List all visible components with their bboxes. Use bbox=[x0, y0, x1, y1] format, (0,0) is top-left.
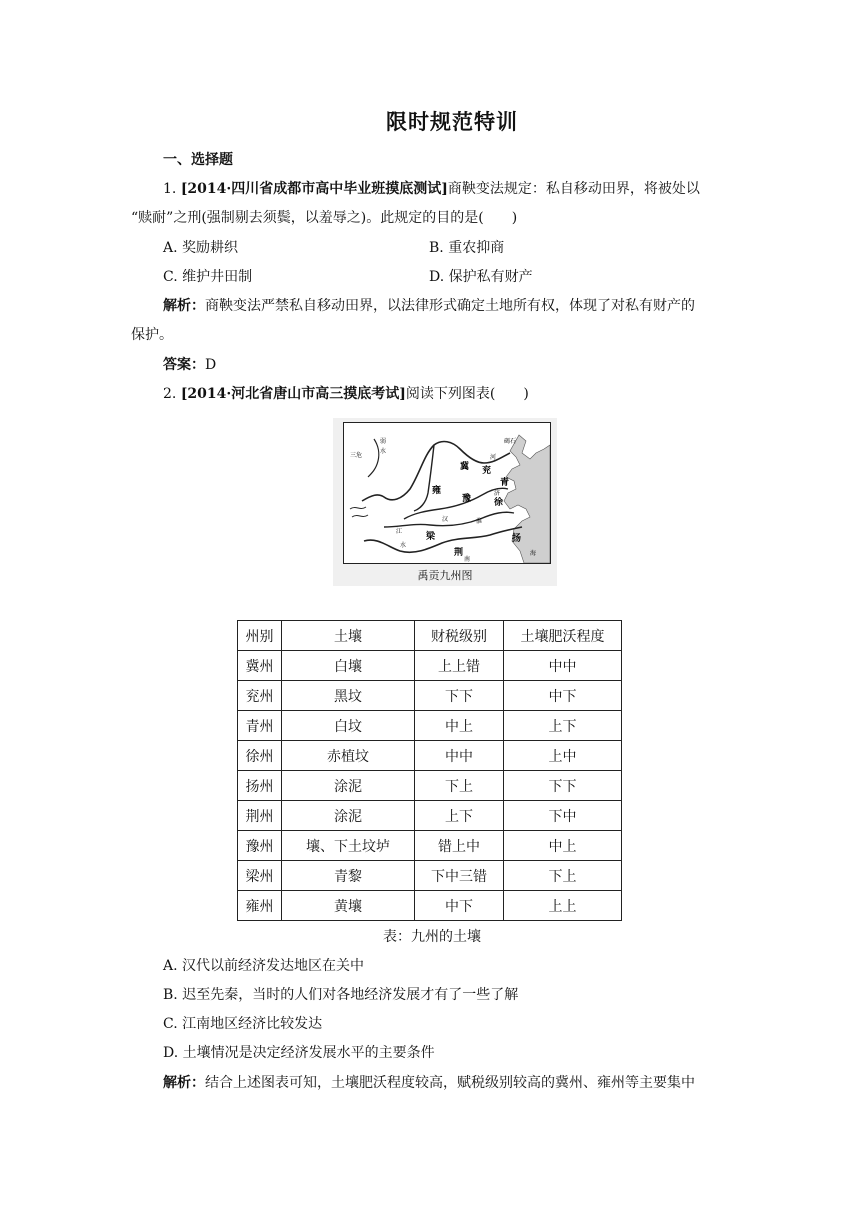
question-number: 2. bbox=[163, 386, 177, 402]
q1-option-c: C. 维护井田制 bbox=[163, 269, 253, 285]
table-cell: 中上 bbox=[415, 711, 504, 741]
label-he: 河 bbox=[490, 454, 497, 461]
river-ruoshui bbox=[368, 439, 379, 477]
q2-option-c: C. 江南地区经济比较发达 bbox=[163, 1016, 323, 1032]
label-jing-zhou: 荆 bbox=[454, 548, 464, 558]
table-cell: 中中 bbox=[504, 651, 622, 681]
table-row bbox=[238, 861, 622, 891]
table-cell: 赤植坟 bbox=[282, 741, 415, 771]
analysis-label: 解析： bbox=[163, 298, 205, 314]
table-cell: 白坟 bbox=[282, 711, 415, 741]
label-jiang: 江 bbox=[396, 528, 403, 535]
label-yong-zhou: 雍 bbox=[432, 486, 442, 496]
table-cell: 下上 bbox=[415, 771, 504, 801]
table-row bbox=[238, 741, 622, 771]
table-cell: 上上错 bbox=[415, 651, 504, 681]
river-west bbox=[350, 507, 368, 517]
q2-option-d: D. 土壤情况是决定经济发展水平的主要条件 bbox=[163, 1045, 435, 1061]
table-cell: 中下 bbox=[504, 681, 622, 711]
question-source: [2014·河北省唐山市高三摸底考试] bbox=[180, 386, 406, 402]
label-jishui: 济 bbox=[494, 490, 501, 497]
label-shui-2: 水 bbox=[400, 542, 407, 549]
river-jiang bbox=[364, 527, 522, 552]
table-cell: 黄壤 bbox=[282, 891, 415, 921]
section-heading: 一、选择题 bbox=[163, 152, 233, 168]
table-cell: 扬州 bbox=[238, 771, 282, 801]
table-row bbox=[238, 891, 622, 921]
table-cell: 荆州 bbox=[238, 801, 282, 831]
table-cell: 冀州 bbox=[238, 651, 282, 681]
sea-area bbox=[504, 435, 550, 563]
label-ji-zhou: 冀 bbox=[460, 462, 470, 472]
table-cell: 下上 bbox=[504, 861, 622, 891]
label-yu-zhou: 豫 bbox=[462, 494, 472, 504]
label-sanwei: 三危 bbox=[350, 452, 363, 459]
q1-option-b: B. 重农抑商 bbox=[429, 240, 505, 256]
label-shui-1: 水 bbox=[380, 448, 387, 455]
label-jieshi: 碣石 bbox=[504, 438, 517, 445]
river-huai bbox=[384, 512, 514, 527]
table-cell: 梁州 bbox=[238, 861, 282, 891]
label-huai: 淮 bbox=[476, 518, 483, 525]
label-ruo: 弱 bbox=[380, 438, 387, 445]
q2-analysis-line-1: 解析：结合上述图表可知，土壤肥沃程度较高，赋税级别较高的冀州、雍州等主要集中 bbox=[163, 1075, 695, 1091]
question-1-line-2: “赎耐”之刑(强制剔去须鬓，以羞辱之)。此规定的目的是( ) bbox=[131, 210, 518, 226]
table-header-row bbox=[238, 621, 622, 651]
page-title: 限时规范特训 bbox=[386, 109, 518, 134]
table-row bbox=[238, 831, 622, 861]
q2-option-a: A. 汉代以前经济发达地区在关中 bbox=[163, 958, 365, 974]
table-cell: 上下 bbox=[415, 801, 504, 831]
map-frame bbox=[343, 422, 551, 564]
table-cell: 中下 bbox=[415, 891, 504, 921]
table-cell: 上下 bbox=[504, 711, 622, 741]
table-cell: 豫州 bbox=[238, 831, 282, 861]
soil-table bbox=[237, 620, 622, 921]
question-stem: 商鞅变法规定：私自移动田界，将被处以 bbox=[447, 181, 700, 197]
map-caption: 禹贡九州图 bbox=[417, 569, 473, 582]
table-row bbox=[238, 681, 622, 711]
table-cell: 兖州 bbox=[238, 681, 282, 711]
table-cell: 青州 bbox=[238, 711, 282, 741]
table-cell: 错上中 bbox=[415, 831, 504, 861]
table-cell: 黑坟 bbox=[282, 681, 415, 711]
analysis-label: 解析： bbox=[163, 1075, 205, 1091]
table-cell: 白壤 bbox=[282, 651, 415, 681]
table-cell: 下中三错 bbox=[415, 861, 504, 891]
table-cell: 下下 bbox=[415, 681, 504, 711]
table-header: 财税级别 bbox=[415, 621, 504, 651]
table-cell: 下下 bbox=[504, 771, 622, 801]
table-cell: 上中 bbox=[504, 741, 622, 771]
label-qing-zhou: 青 bbox=[500, 478, 510, 488]
q1-analysis-line-2: 保护。 bbox=[131, 327, 173, 343]
map-drawing bbox=[344, 423, 550, 563]
question-1-line-1 bbox=[163, 179, 700, 199]
table-cell: 下中 bbox=[504, 801, 622, 831]
q1-option-a: A. 奖励耕织 bbox=[163, 240, 239, 256]
question-number: 1. bbox=[163, 181, 177, 197]
yugong-map-figure bbox=[333, 418, 557, 586]
table-header: 州别 bbox=[238, 621, 282, 651]
table-cell: 雍州 bbox=[238, 891, 282, 921]
table-cell: 涂泥 bbox=[282, 801, 415, 831]
table-caption: 表：九州的土壤 bbox=[383, 929, 481, 945]
table-cell: 上上 bbox=[504, 891, 622, 921]
label-yan-zhou: 兖 bbox=[482, 466, 492, 476]
question-stem: 阅读下列图表( ) bbox=[405, 386, 529, 402]
question-2-line-1 bbox=[163, 384, 529, 404]
label-han: 汉 bbox=[442, 516, 449, 523]
label-xu-zhou: 徐 bbox=[494, 498, 504, 508]
table-cell: 徐州 bbox=[238, 741, 282, 771]
table-cell: 中上 bbox=[504, 831, 622, 861]
table-row bbox=[238, 711, 622, 741]
q1-analysis-line-1: 解析：商鞅变法严禁私自移动田界，以法律形式确定土地所有权，体现了对私有财产的 bbox=[163, 298, 695, 314]
table-header: 土壤肥沃程度 bbox=[504, 621, 622, 651]
q2-option-b: B. 迟至先秦，当时的人们对各地经济发展才有了一些了解 bbox=[163, 987, 519, 1003]
table-cell: 中中 bbox=[415, 741, 504, 771]
label-liang-zhou: 梁 bbox=[426, 532, 436, 542]
q1-option-d: D. 保护私有财产 bbox=[429, 269, 533, 285]
table-header: 土壤 bbox=[282, 621, 415, 651]
table-row bbox=[238, 771, 622, 801]
label-hai: 海 bbox=[530, 550, 537, 557]
answer-value: D bbox=[205, 357, 217, 373]
table-cell: 壤、下土坟垆 bbox=[282, 831, 415, 861]
q1-answer bbox=[163, 355, 216, 375]
label-yang-zhou: 扬 bbox=[512, 534, 522, 544]
question-source: [2014·四川省成都市高中毕业班摸底测试] bbox=[180, 181, 448, 197]
answer-label: 答案： bbox=[163, 357, 205, 373]
label-nan: 南 bbox=[464, 556, 471, 563]
table-cell: 涂泥 bbox=[282, 771, 415, 801]
table-row bbox=[238, 801, 622, 831]
table-row bbox=[238, 651, 622, 681]
table-cell: 青黎 bbox=[282, 861, 415, 891]
river-he-branch bbox=[414, 445, 434, 511]
